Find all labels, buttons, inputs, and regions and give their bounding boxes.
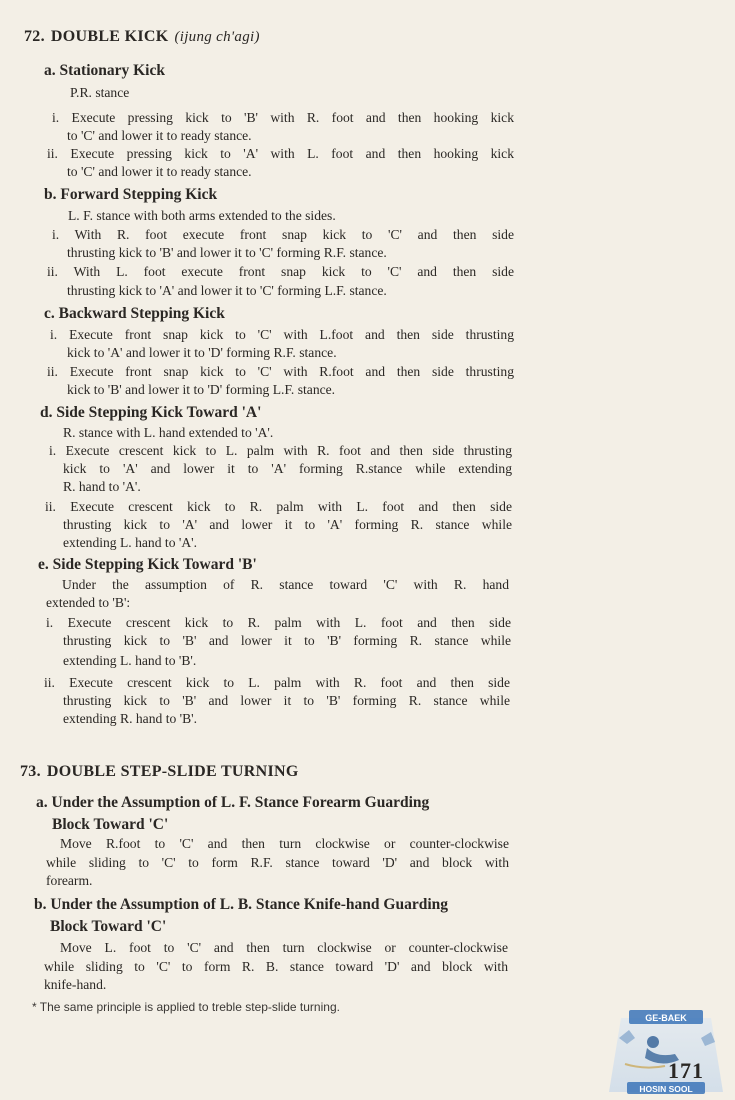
text-line: to 'C' and lower it to ready stance.: [67, 164, 252, 179]
svg-text:GE-BAEK: GE-BAEK: [645, 1013, 687, 1023]
footnote: * The same principle is applied to treble step-slide turning.: [32, 1000, 340, 1014]
text-line: extending R. hand to 'B'.: [63, 711, 198, 726]
section-73b-heading: b. Under the Assumption of L. B. Stance Knife-hand Guarding: [34, 896, 448, 913]
text-line: thrusting kick to 'A' and lower it to 'A' forming R. stance while: [63, 517, 512, 532]
text-line: ii. With L. foot execute front snap kick to 'C' and then side: [47, 264, 514, 279]
text-line: extended to 'B':: [46, 595, 131, 610]
text-line: forearm.: [46, 873, 93, 888]
text-line: ii. Execute crescent kick to L. palm with R. foot and then side: [44, 675, 510, 690]
section-72e-heading: e. Side Stepping Kick Toward 'B': [38, 556, 257, 573]
section-73-heading: 73. DOUBLE STEP-SLIDE TURNING: [20, 763, 299, 780]
text-line: extending L. hand to 'B'.: [63, 653, 197, 668]
text-line: thrusting kick to 'A' and lower it to 'C' forming L.F. stance.: [67, 283, 387, 298]
text-line: i. Execute front snap kick to 'C' with L.foot and then side thrusting: [50, 327, 514, 342]
section-72a-heading: a. Stationary Kick: [44, 62, 165, 79]
section-73b-heading-cont: Block Toward 'C': [50, 918, 167, 935]
text-line: R. stance with L. hand extended to 'A'.: [63, 425, 274, 440]
section-73a-heading: a. Under the Assumption of L. F. Stance Forearm Guarding: [36, 794, 430, 811]
text-line: ii. Execute front snap kick to 'C' with R.foot and then side thrusting: [47, 364, 514, 379]
text-line: thrusting kick to 'B' and lower it to 'C' forming R.F. stance.: [67, 245, 387, 260]
svg-text:HOSIN SOOL: HOSIN SOOL: [639, 1084, 693, 1094]
text-line: P.R. stance: [70, 85, 130, 100]
ge-baek-hosin-sool-logo-icon: [605, 1008, 727, 1096]
text-line: while sliding to 'C' to form R.F. stance toward 'D' and block with: [46, 855, 509, 870]
text-line: ii. Execute pressing kick to 'A' with L. foot and then hooking kick: [47, 146, 514, 161]
text-line: i. With R. foot execute front snap kick to 'C' and then side: [52, 227, 514, 242]
text-line: i. Execute crescent kick to R. palm with L. foot and then side: [46, 615, 511, 630]
text-line: Under the assumption of R. stance toward 'C' with R. hand: [62, 577, 509, 592]
text-line: to 'C' and lower it to ready stance.: [67, 128, 252, 143]
text-line: knife-hand.: [44, 977, 107, 992]
text-line: ii. Execute crescent kick to R. palm with L. foot and then side: [45, 499, 512, 514]
section-72-subtitle: (ijung ch'agi): [174, 29, 260, 45]
section-72b-heading: b. Forward Stepping Kick: [44, 186, 218, 203]
text-line: i. Execute crescent kick to L. palm with R. foot and then side thrusting: [49, 443, 512, 458]
text-line: thrusting kick to 'B' and lower it to 'B' forming R. stance while: [63, 693, 510, 708]
section-72c-heading: c. Backward Stepping Kick: [44, 305, 225, 322]
text-line: kick to 'A' and lower it to 'D' forming R.F. stance.: [67, 345, 337, 360]
page-number: 171: [668, 1058, 704, 1083]
section-72-heading: 72. DOUBLE KICK (ijung ch'agi): [24, 28, 260, 45]
text-line: R. hand to 'A'.: [63, 479, 141, 494]
section-72d-heading: d. Side Stepping Kick Toward 'A': [40, 404, 262, 421]
text-line: i. Execute pressing kick to 'B' with R. foot and then hooking kick: [52, 110, 514, 125]
text-line: kick to 'B' and lower it to 'D' forming L.F. stance.: [67, 382, 336, 397]
text-line: extending L. hand to 'A'.: [63, 535, 198, 550]
text-line: Move L. foot to 'C' and then turn clockwise or counter-clockwise: [60, 940, 508, 955]
text-line: thrusting kick to 'B' and lower it to 'B' forming R. stance while: [63, 633, 511, 648]
text-line: while sliding to 'C' to form R. B. stance toward 'D' and block with: [44, 959, 508, 974]
text-line: L. F. stance with both arms extended to the sides.: [68, 208, 336, 223]
text-line: kick to 'A' and lower it to 'A' forming R.stance while extending: [63, 461, 512, 476]
section-73a-heading-cont: Block Toward 'C': [52, 816, 169, 833]
text-line: Move R.foot to 'C' and then turn clockwise or counter-clockwise: [60, 836, 509, 851]
